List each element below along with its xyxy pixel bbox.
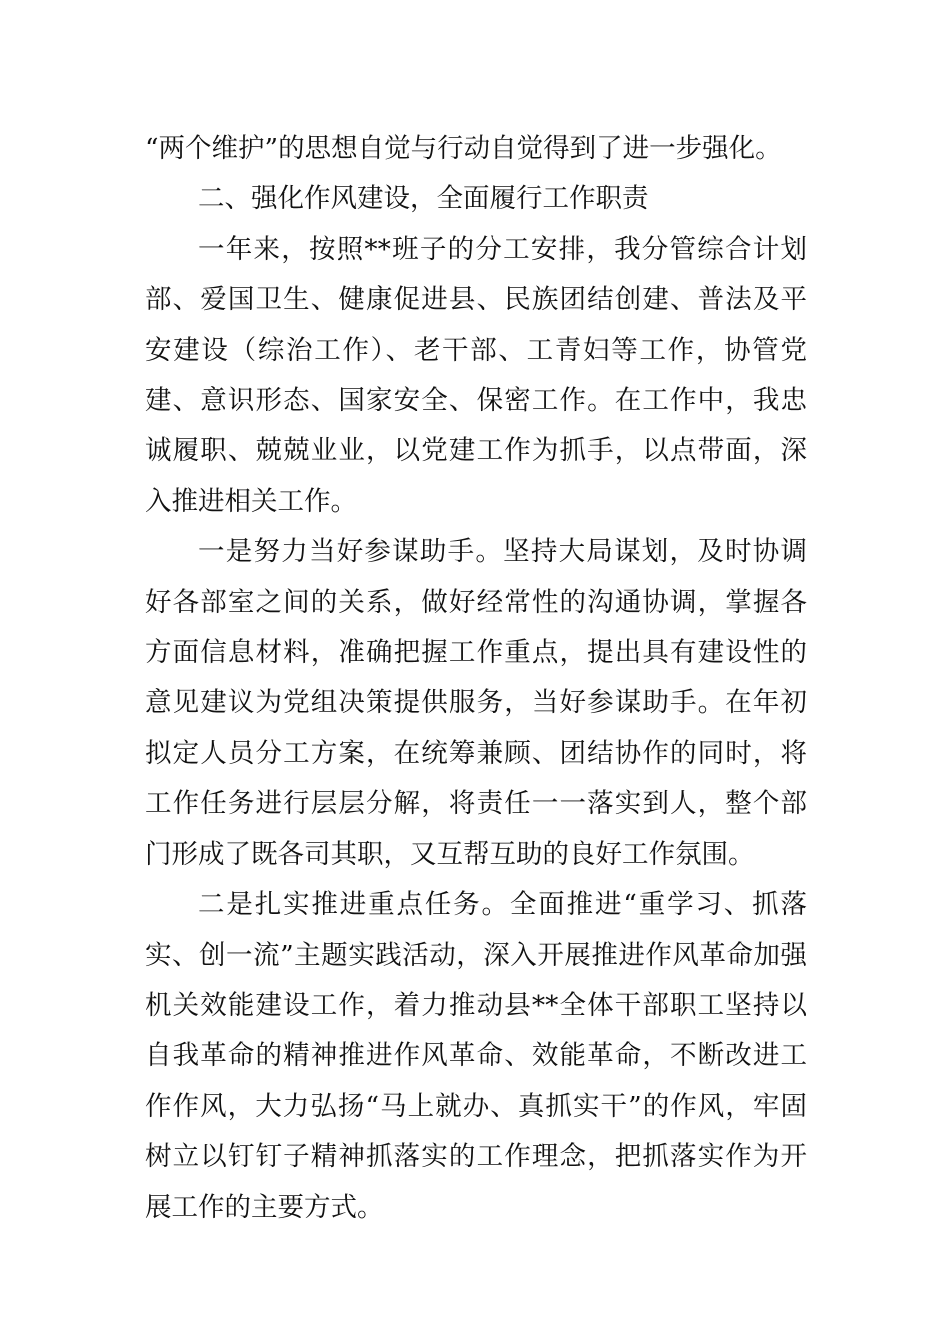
section-heading: 二、强化作风建设，全面履行工作职责: [198, 183, 649, 215]
document-body: [145, 124, 807, 1233]
paragraph-1: “两个维护”的思想自觉与行动自觉得到了进一步强化。: [145, 133, 782, 164]
paragraph-4: 一是努力当好参谋助手。坚持大局谋划，及时协调好各部室之间的关系，做好经常性的沟通协调，掌握各方面信息材料，准确把握工作重点，提出具有建设性的意见建议为党组决策提供服务，当好参谋助手。在年初拟定人员分工方案，在统筹兼顾、团结协作的同时，将工作任务进行层层分解，将责任一一落实到人，整个部门形成了既各司其职，又互帮互助的良好工作氛围。: [145, 536, 807, 870]
paragraph-3: 一年来，按照**班子的分工安排，我分管综合计划部、爱国卫生、健康促进县、民族团结创建、普法及平安建设（综治工作）、老干部、工青妇等工作，协管党建、意识形态、国家安全、保密工作。在工作中，我忠诚履职、兢兢业业，以党建工作为抓手，以点带面，深入推进相关工作。: [145, 233, 807, 517]
paragraph-5: 二是扎实推进重点任务。全面推进“重学习、抓落实、创一流”主题实践活动，深入开展推进作风革命加强机关效能建设工作，着力推动县**全体干部职工坚持以自我革命的精神推进作风革命、效能革命，不断改进工作作风，大力弘扬“马上就办、真抓实干”的作风，牢固树立以钉钉子精神抓落实的工作理念，把抓落实作为开展工作的主要方式。: [145, 889, 807, 1223]
